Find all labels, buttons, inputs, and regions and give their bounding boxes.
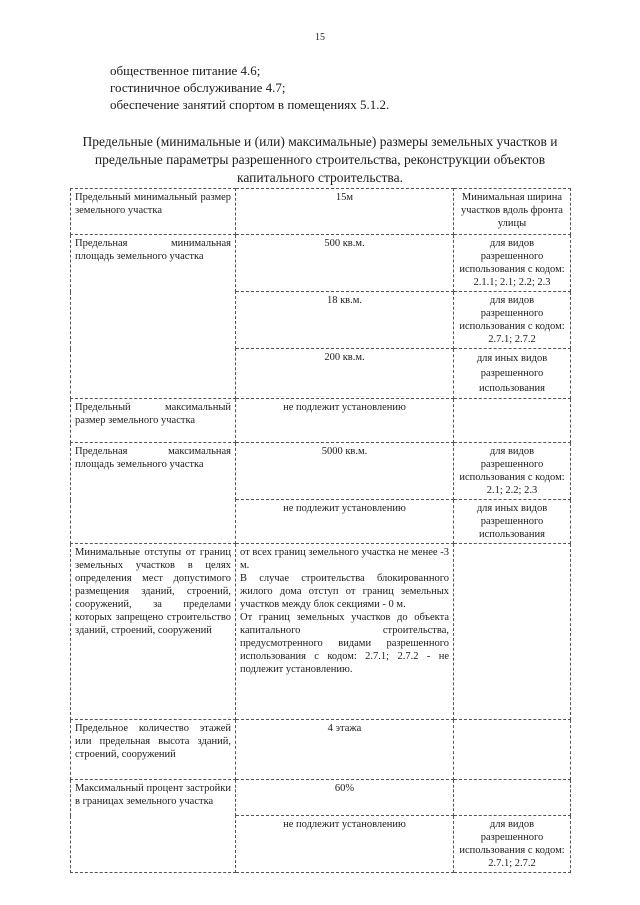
param-name-cell: Максимальный процент застройки в границах земельного участка — [71, 780, 236, 873]
table-row — [71, 235, 571, 292]
note-cell: для видов разрешенного использования с кодом: 2.1; 2.2; 2.3 — [454, 443, 571, 500]
note-cell: для видов разрешенного использования с кодом: 2.1.1; 2.1; 2.2; 2.3 — [454, 235, 571, 292]
value-cell: 500 кв.м. — [236, 235, 454, 292]
intro-line: гостиничное обслуживание 4.7; — [110, 80, 286, 95]
value-cell: 15м — [236, 189, 454, 235]
param-name-cell: Минимальные отступы от границ земельных участков в целях определения мест допустимого размещения зданий, строений, сооружений, за пределами которых запрещено строительство зданий, строений, сооружений — [71, 544, 236, 720]
value-cell: 200 кв.м. — [236, 349, 454, 399]
param-name-cell: Предельное количество этажей или предельная высота зданий, строений, сооружений — [71, 720, 236, 780]
note-cell: Минимальная ширина участков вдоль фронта улицы — [454, 189, 571, 235]
param-name-cell: Предельная минимальная площадь земельного участка — [71, 235, 236, 399]
page-number: 15 — [315, 32, 325, 43]
table-row — [71, 399, 571, 443]
param-name-cell: Предельный максимальный размер земельного участка — [71, 399, 236, 443]
note-cell — [454, 544, 571, 720]
table-row — [71, 443, 571, 500]
value-cell: 5000 кв.м. — [236, 443, 454, 500]
note-cell — [454, 720, 571, 780]
intro-line: обеспечение занятий спортом в помещениях 5.1.2. — [110, 97, 390, 112]
parameters-table — [70, 188, 571, 873]
table-row — [71, 544, 571, 720]
value-cell: 60% — [236, 780, 454, 816]
value-paragraph: В случае строительства блокированного жилого дома отступ от границ земельных участков между блок секциями - 0 м. — [240, 573, 449, 610]
table-row — [71, 720, 571, 780]
value-paragraph: От границ земельных участков до объекта капитального строительства, предусмотренного видами разрешенного использования с кодом: 2.7.1; 2.7.2 - не подлежит установлению. — [240, 612, 449, 675]
value-cell: 18 кв.м. — [236, 292, 454, 349]
param-name-cell: Предельная максимальная площадь земельного участка — [71, 443, 236, 544]
value-cell: не подлежит установлению — [236, 500, 454, 544]
note-cell — [454, 399, 571, 443]
value-cell: не подлежит установлению — [236, 816, 454, 873]
note-cell: для иных видов разрешенного использования — [454, 500, 571, 544]
value-cell: 4 этажа — [236, 720, 454, 780]
table-row — [71, 189, 571, 235]
param-name-cell: Предельный минимальный размер земельного участка — [71, 189, 236, 235]
note-cell: для видов разрешенного использования с кодом: 2.7.1; 2.7.2 — [454, 292, 571, 349]
intro-list — [110, 62, 389, 113]
note-cell — [454, 780, 571, 816]
value-cell: не подлежит установлению — [236, 399, 454, 443]
note-cell: для иных видов разрешенного использования — [454, 349, 571, 399]
note-cell: для видов разрешенного использования с кодом: 2.7.1; 2.7.2 — [454, 816, 571, 873]
table-row — [71, 780, 571, 816]
value-paragraph: от всех границ земельного участка не менее -3 м. — [240, 547, 449, 571]
intro-line: общественное питание 4.6; — [110, 63, 261, 78]
section-heading: Предельные (минимальные и (или) максимальные) размеры земельных участков и предельные параметры разрешенного строительства, реконструкции объектов капитального строительства. — [82, 134, 558, 185]
value-cell — [236, 544, 454, 720]
